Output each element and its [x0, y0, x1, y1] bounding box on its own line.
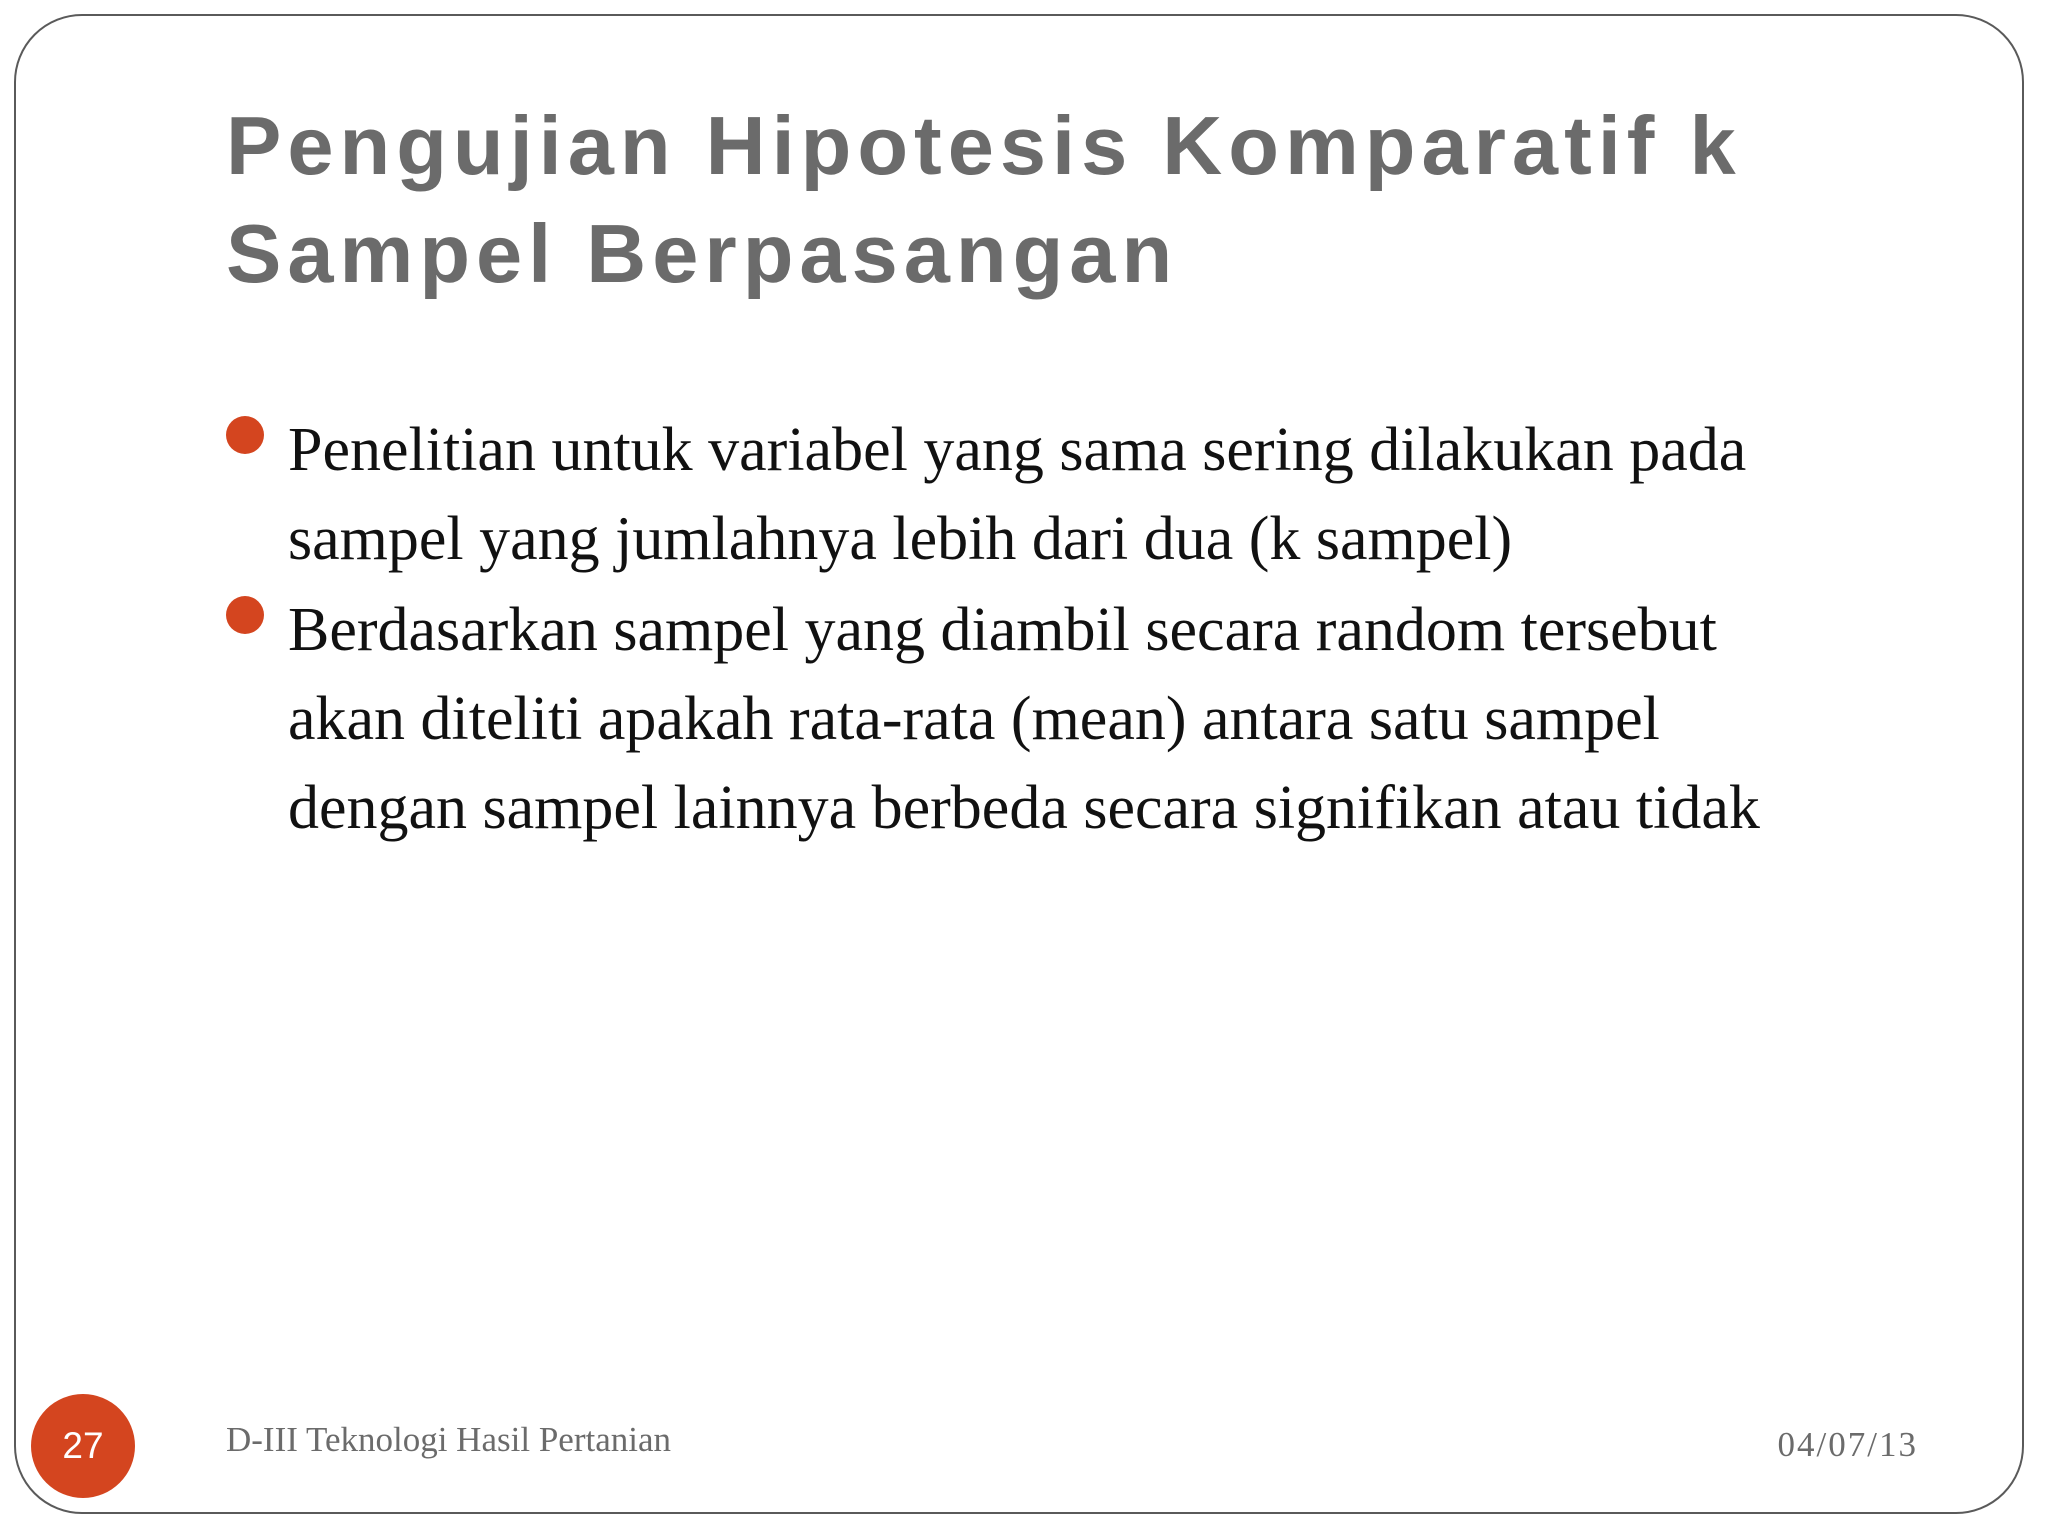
page-number-badge: 27	[31, 1394, 135, 1498]
bullet-2-line-2: akan diteliti apakah rata-rata (mean) antara satu sampel	[288, 685, 1660, 753]
bullet-2-line-3: dengan sampel lainnya berbeda secara signifikan atau tidak	[288, 774, 1760, 842]
slide-title	[226, 92, 1926, 308]
bullet-list	[226, 406, 1886, 855]
title-line-2: Sampel Berpasangan	[226, 207, 1179, 300]
footer-date: 04/07/13	[1777, 1425, 1918, 1464]
bullet-item-2	[226, 586, 1886, 853]
title-line-1: Pengujian Hipotesis Komparatif k	[226, 99, 1742, 192]
bullet-dot-icon	[226, 596, 264, 634]
bullet-1-line-2: sampel yang jumlahnya lebih dari dua (k sampel)	[288, 505, 1513, 573]
bullet-1-line-1: Penelitian untuk variabel yang sama sering dilakukan pada	[288, 416, 1747, 484]
bullet-item-1	[226, 406, 1886, 584]
bullet-dot-icon	[226, 416, 264, 454]
footer-institution: D-III Teknologi Hasil Pertanian	[226, 1420, 671, 1459]
bullet-2-line-1: Berdasarkan sampel yang diambil secara random tersebut	[288, 596, 1717, 664]
